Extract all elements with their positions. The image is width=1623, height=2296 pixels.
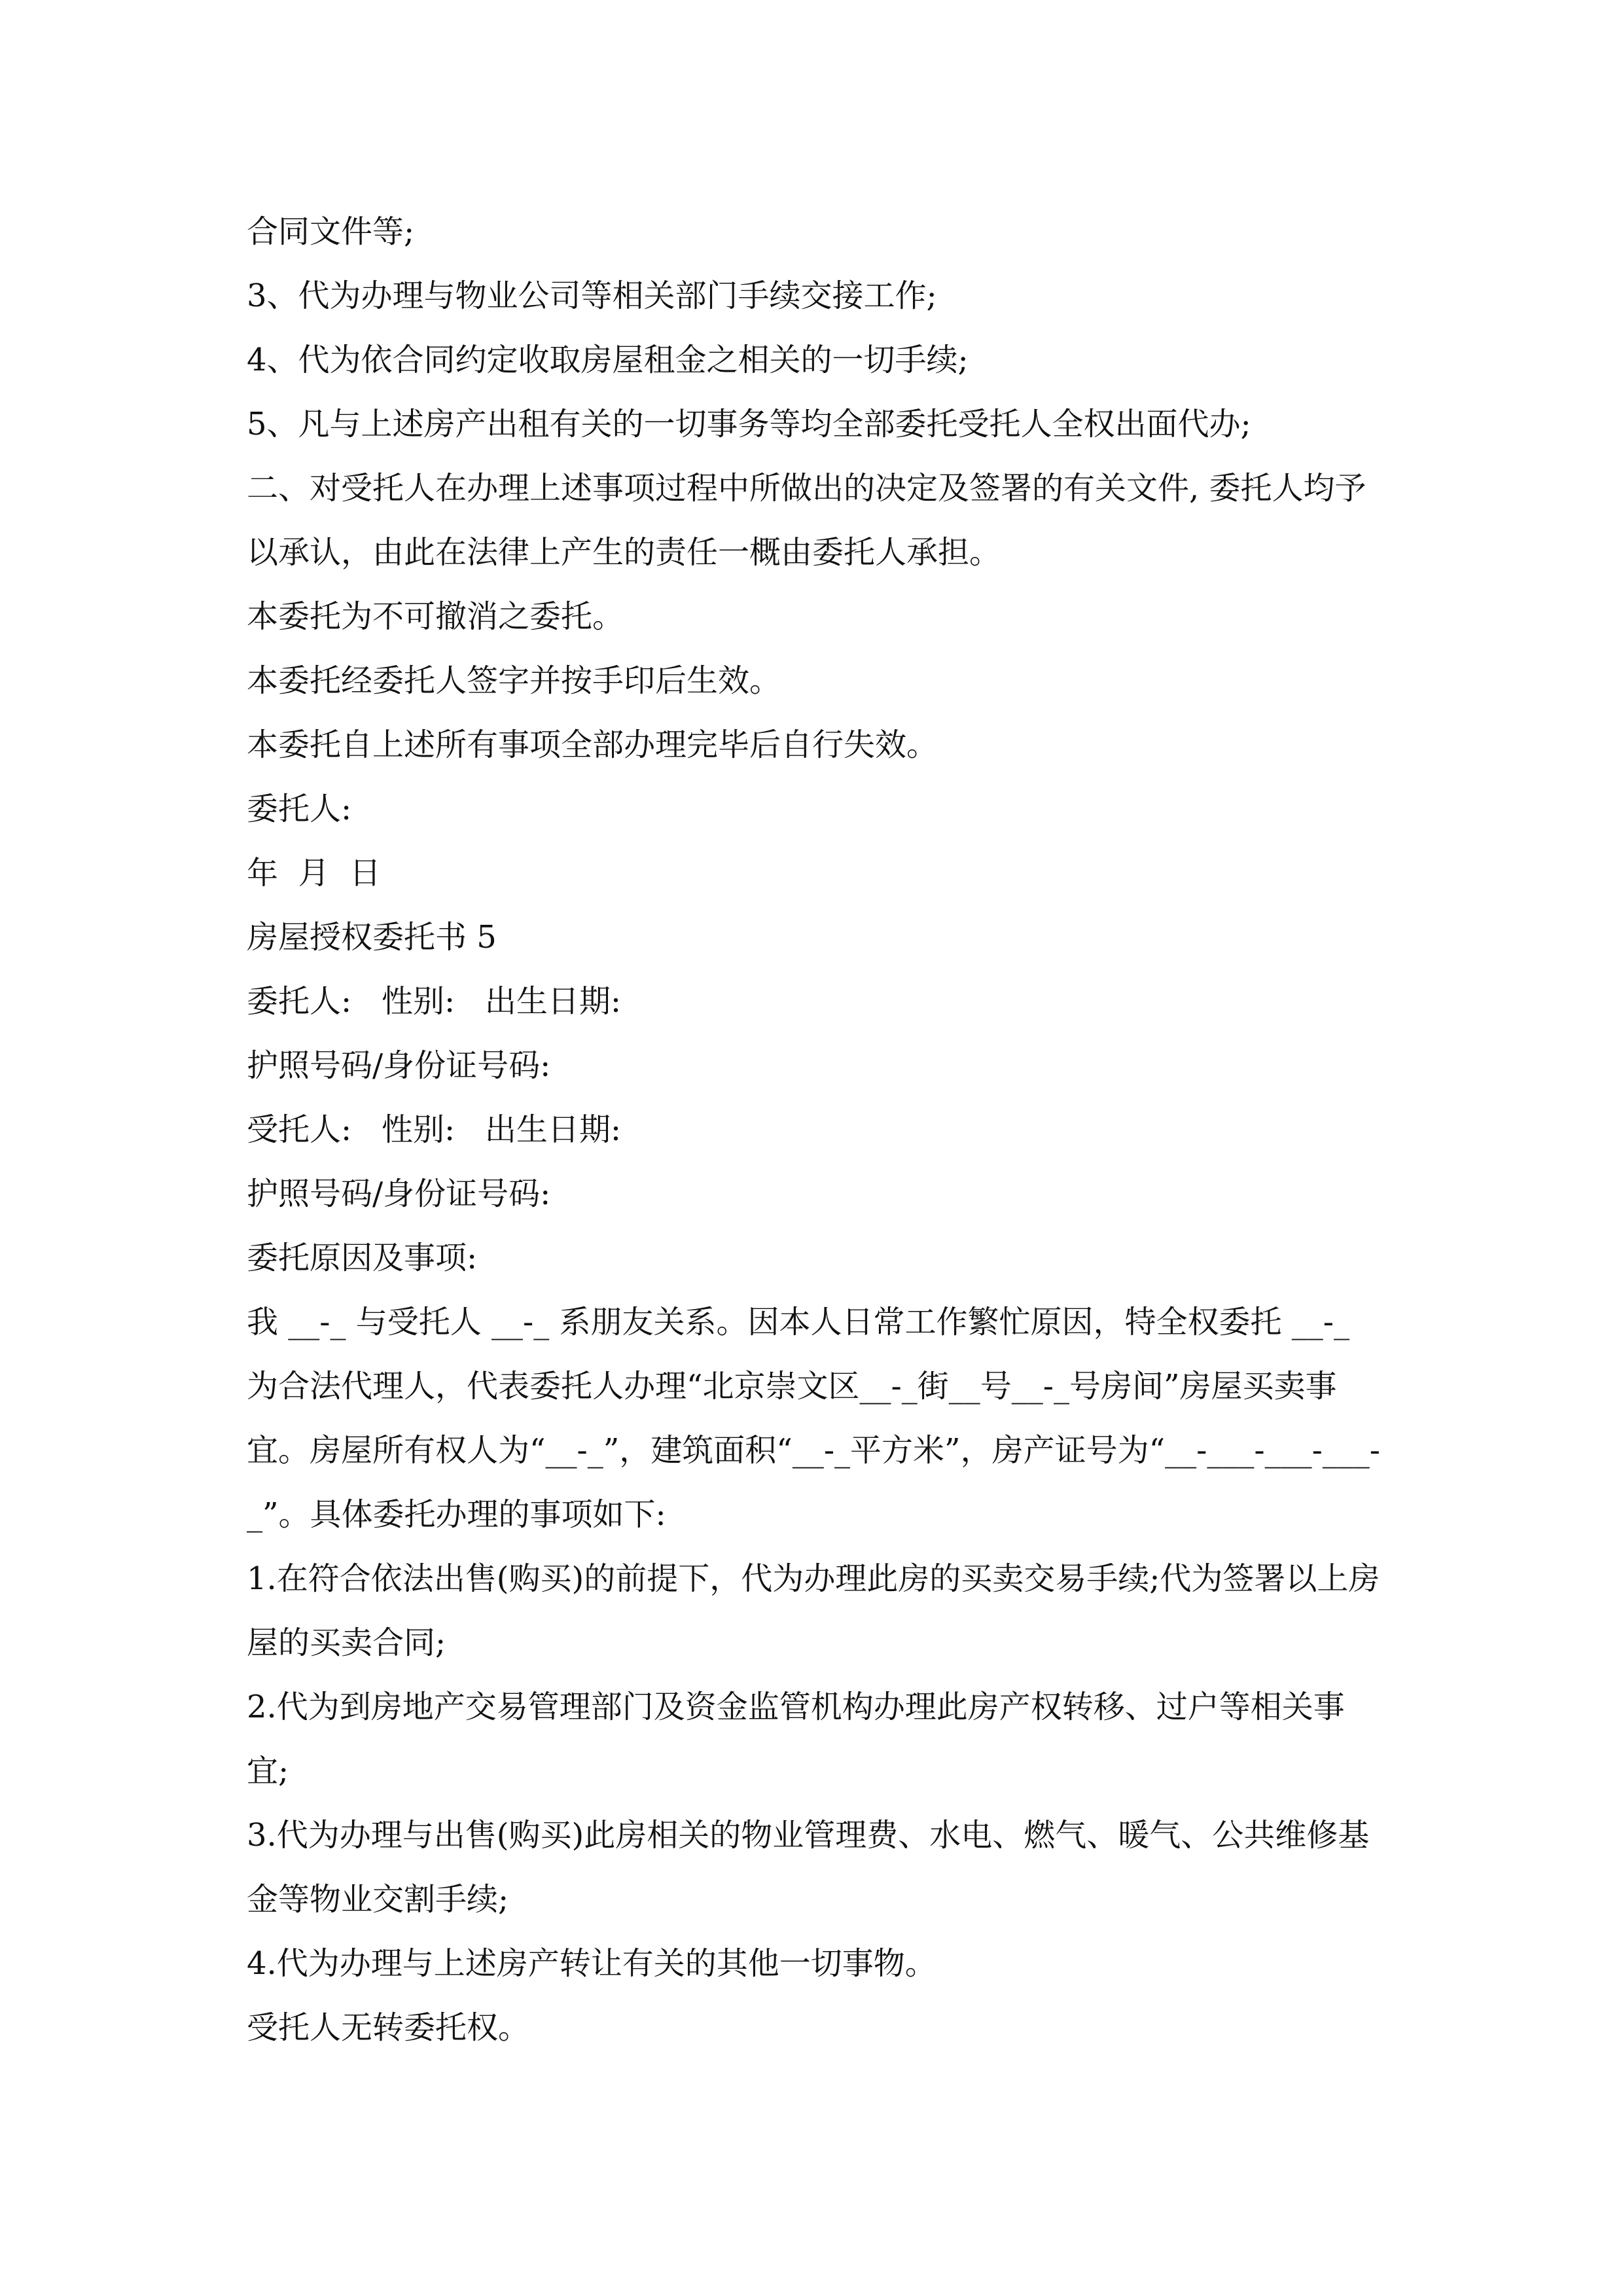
delegation-paragraph: 我 __-_ 与受托人 __-_ 系朋友关系。因本人日常工作繁忙原因，特全权委托 __-_ 为合法代理人，代表委托人办理“北京崇文区__-_街__号__-_号房间”房屋买卖事宜。房屋所有权人为“__-_”，建筑面积“__-_平方米”，房产证号为“__-___-___-___-_”。具体委托办理的事项如下:: [247, 1304, 1381, 1533]
document-body: [247, 200, 1385, 2060]
item-4-rent-collection: 4、代为依合同约定收取房屋租金之相关的一切手续;: [247, 342, 969, 378]
line-contract-docs: 合同文件等;: [247, 213, 415, 250]
clause-2-liability: 二、对受托人在办理上述事项过程中所做出的决定及签署的有关文件, 委托人均予以承认，由此在法律上产生的责任一概由委托人承担。: [247, 470, 1366, 571]
expiry-statement: 本委托自上述所有事项全部办理完毕后自行失效。: [247, 726, 938, 763]
effective-statement: 本委托经委托人签字并按手印后生效。: [247, 662, 781, 699]
item-5-full-delegation: 5、凡与上述房产出租有关的一切事务等均全部委托受托人全权出面代办;: [247, 406, 1251, 442]
principal-signature-label: 委托人:: [247, 791, 352, 827]
agent-id-line: 护照号码/身份证号码:: [247, 1175, 551, 1212]
section-title: 房屋授权委托书 5: [247, 919, 497, 956]
reasons-heading: 委托原因及事项:: [247, 1240, 478, 1276]
no-subdelegation: 受托人无转委托权。: [247, 2009, 530, 2046]
agent-info-line: 受托人: 性别: 出生日期:: [247, 1111, 622, 1148]
matter-4: 4.代为办理与上述房产转让有关的其他一切事物。: [247, 1945, 936, 1982]
principal-info-line: 委托人: 性别: 出生日期:: [247, 983, 622, 1020]
matter-1: 1.在符合依法出售(购买)的前提下，代为办理此房的买卖交易手续;代为签署以上房屋的买卖合同;: [247, 1560, 1380, 1661]
matter-2: 2.代为到房地产交易管理部门及资金监管机构办理此房产权转移、过户等相关事宜;: [247, 1689, 1345, 1789]
principal-id-line: 护照号码/身份证号码:: [247, 1047, 551, 1084]
item-3-property-handover: 3、代为办理与物业公司等相关部门手续交接工作;: [247, 278, 937, 314]
matter-3: 3.代为办理与出售(购买)此房相关的物业管理费、水电、燃气、暖气、公共维修基金等物业交割手续;: [247, 1817, 1370, 1918]
irrevocable-statement: 本委托为不可撤消之委托。: [247, 598, 624, 635]
date-line: 年 月 日: [247, 855, 382, 891]
